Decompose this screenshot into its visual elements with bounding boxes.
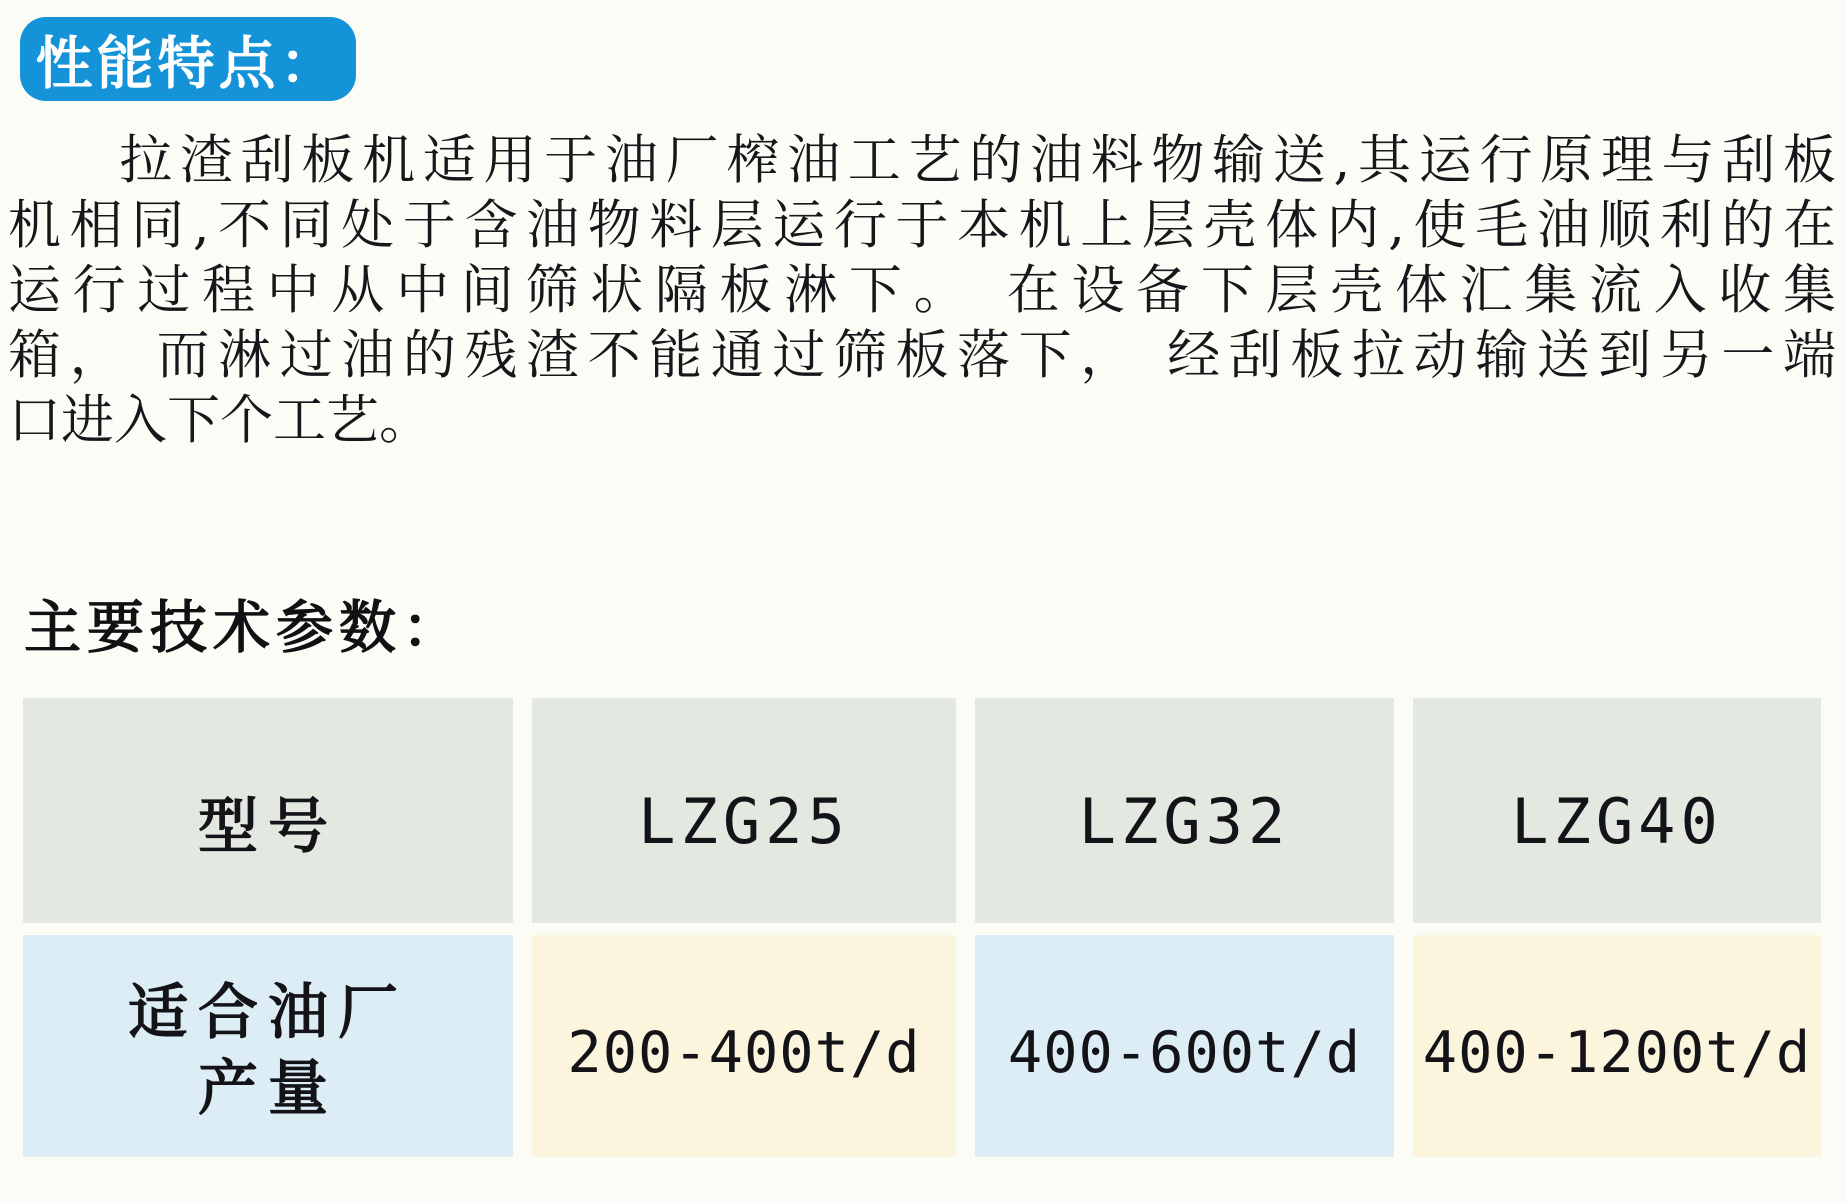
table-capacity-row-label	[23, 935, 513, 1157]
table-capacity-value-lzg32: 400-600t/d	[975, 935, 1394, 1157]
intro-line-3: 运行过程中从中间筛状隔板淋下。 在设备下层壳体汇集流入收集	[8, 260, 1836, 321]
performance-features-badge	[20, 17, 356, 101]
table-header-model-label: 型号	[23, 698, 513, 923]
table-header-model-lzg40: LZG40	[1413, 698, 1821, 923]
intro-line-4: 箱， 而淋过油的残渣不能通过筛板落下， 经刮板拉动输送到另一端	[8, 325, 1836, 386]
intro-line-5: 口进入下个工艺。	[8, 390, 432, 451]
table-capacity-value-lzg25: 200-400t/d	[532, 935, 956, 1157]
performance-features-badge-label: 性能特点：	[35, 31, 341, 97]
table-capacity-row-label-line1: 适合油厂	[128, 978, 408, 1048]
table-header-model-lzg32: LZG32	[975, 698, 1394, 923]
table-capacity-row-label-line2: 产量	[198, 1054, 338, 1124]
intro-line-1: 拉渣刮板机适用于油厂榨油工艺的油料物输送,其运行原理与刮板	[119, 130, 1836, 191]
intro-paragraph	[8, 128, 1836, 453]
main-parameters-title: 主要技术参数：	[24, 595, 465, 661]
intro-line-2: 机相同,不同处于含油物料层运行于本机上层壳体内,使毛油顺利的在	[8, 195, 1836, 256]
table-header-model-lzg25: LZG25	[532, 698, 956, 923]
table-capacity-value-lzg40: 400-1200t/d	[1413, 935, 1821, 1157]
parameters-table	[23, 698, 1821, 1157]
